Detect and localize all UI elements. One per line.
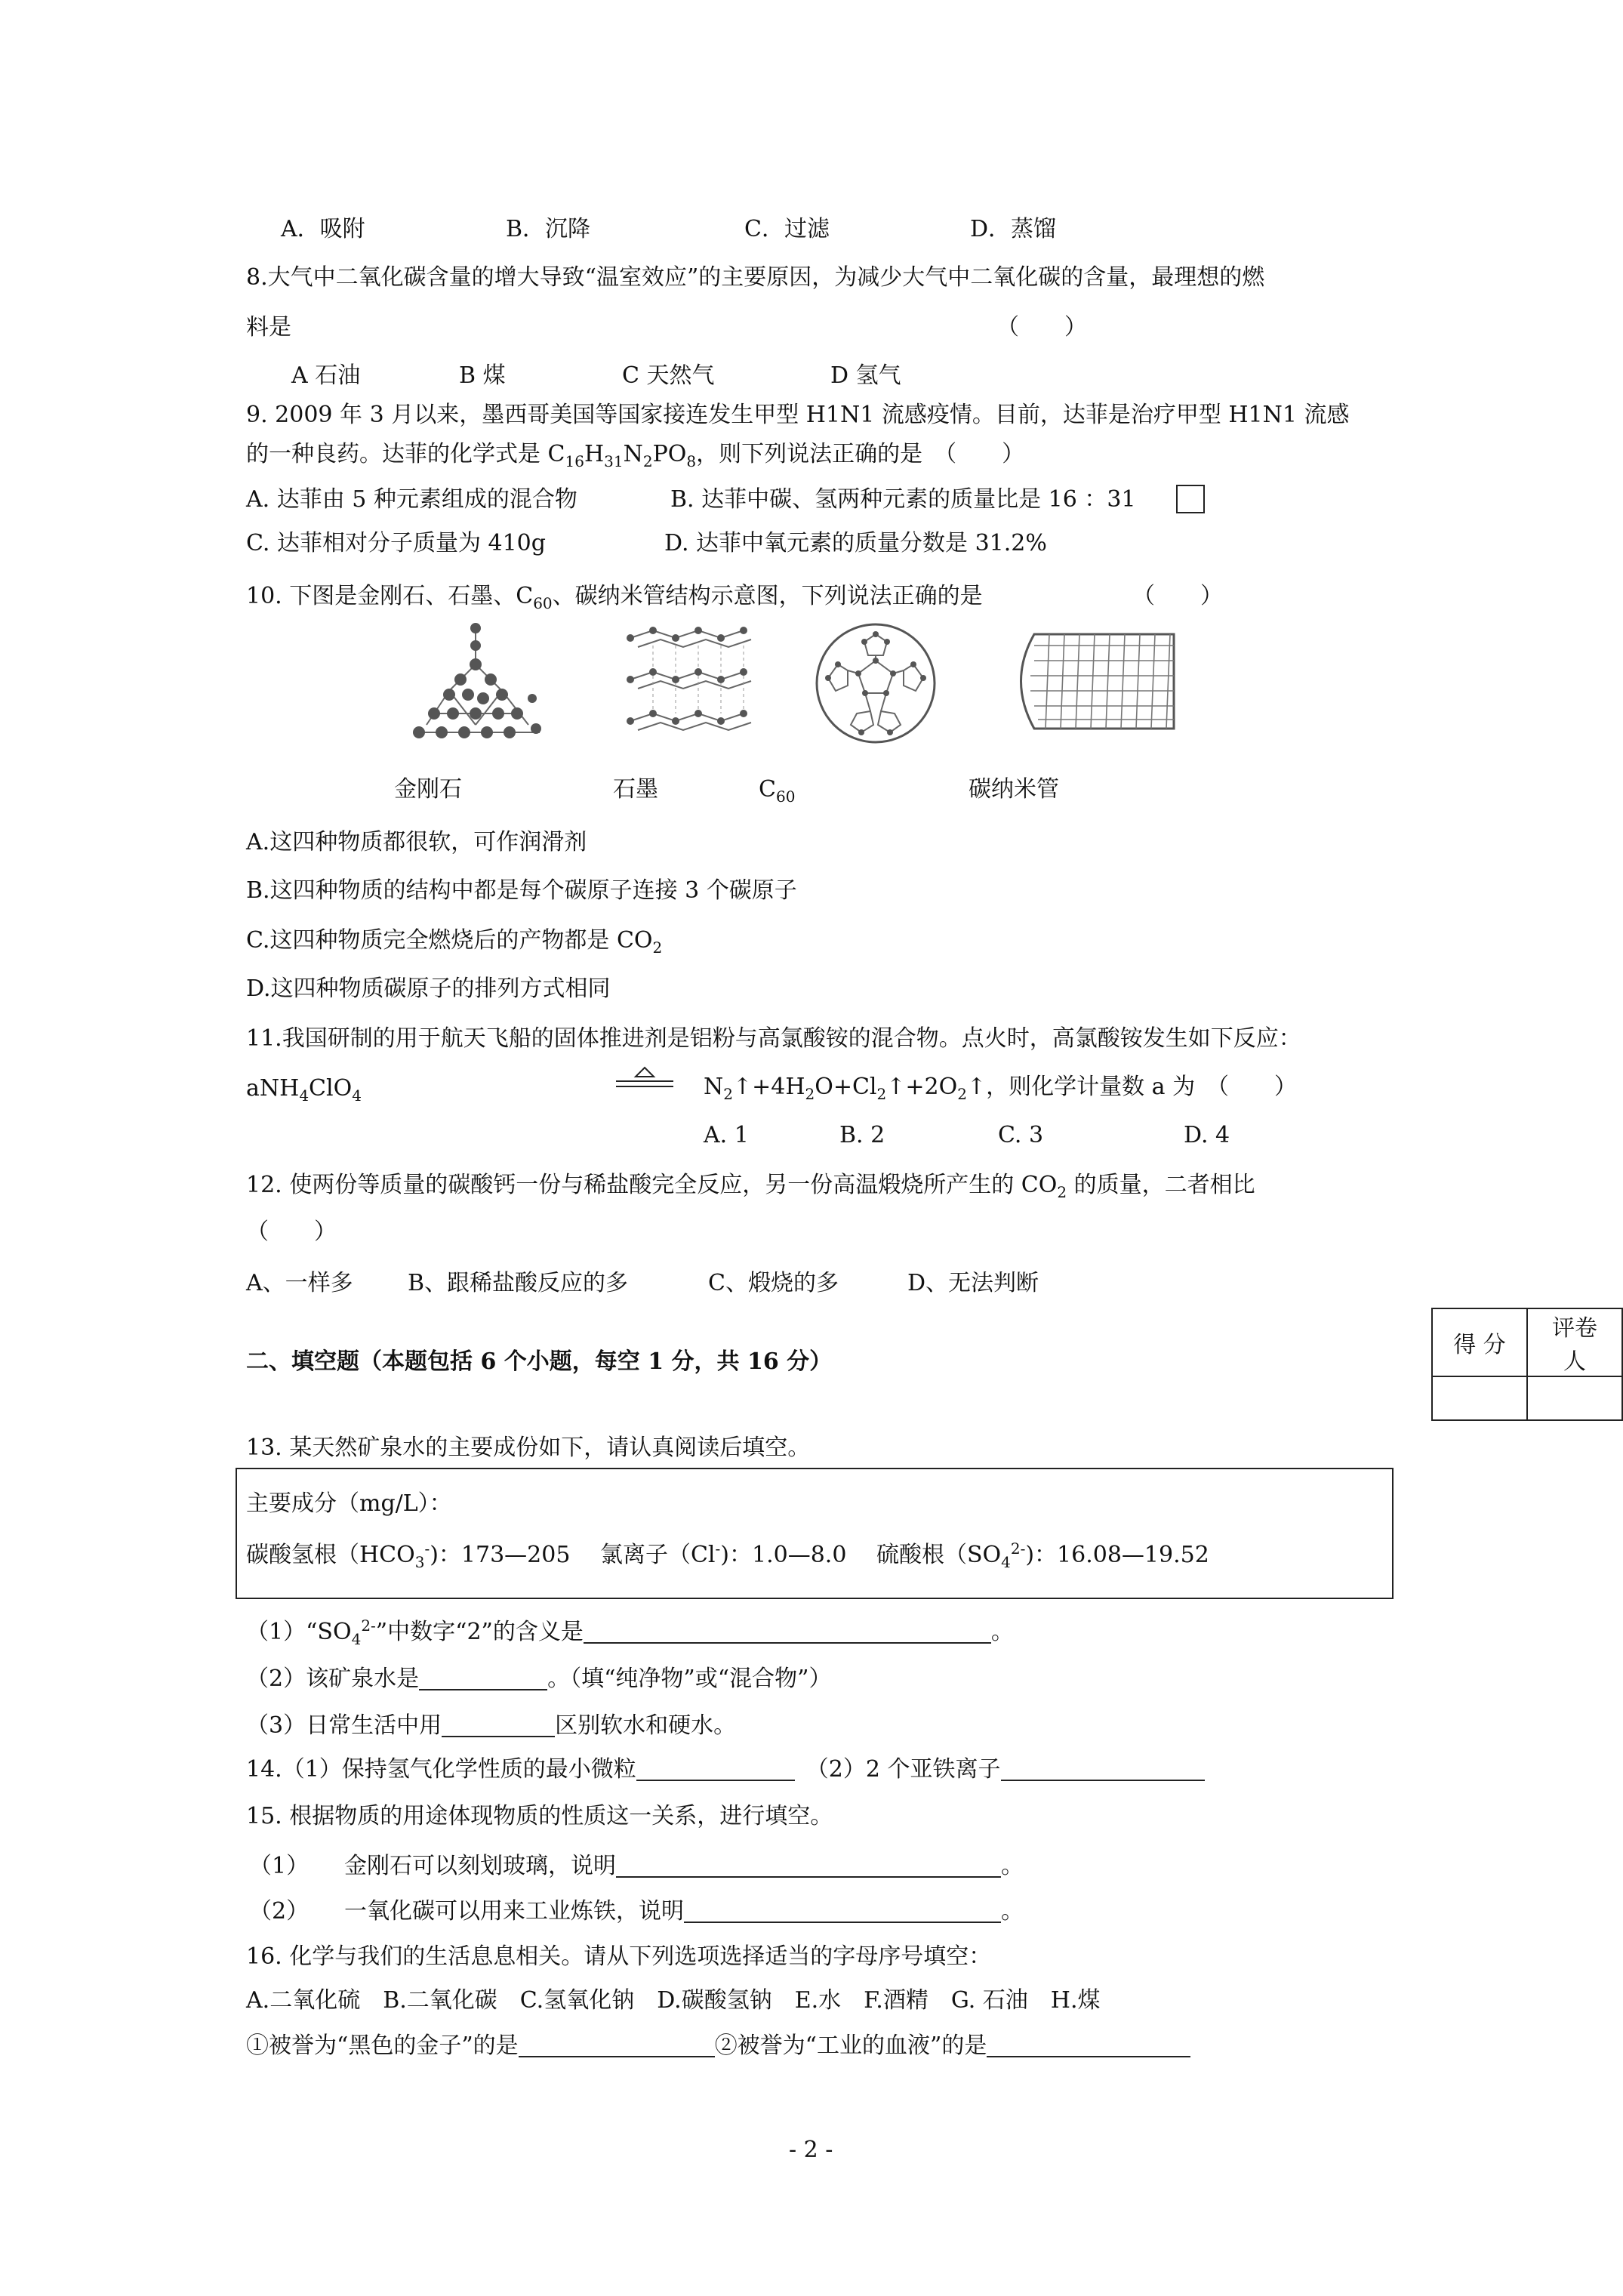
q11-reactant: aNH$_4$ClO$_4$ [246,1075,362,1105]
q12-stem: 12. 使两份等质量的碳酸钙一份与稀盐酸完全反应，另一份高温煅烧所产生的 $CO_2$ 的质量，二者相比 [246,1172,1255,1201]
q8-answer-paren: （ ） [996,314,1087,341]
caption-diamond: 金刚石 [394,776,462,803]
q14-blank-1[interactable] [636,1757,795,1781]
q10-answer-paren: （ ） [1132,583,1223,609]
q14: 14.（1）保持氢气化学性质的最小微粒 （2）2 个亚铁离子 [246,1756,1205,1783]
q12-option-b: B、跟稀盐酸反应的多 [408,1270,629,1296]
q10-option-a: A.这四种物质都很软，可作润滑剂 [246,829,587,855]
q10-option-b: B.这四种物质的结构中都是每个碳原子连接 3 个碳原子 [246,877,797,904]
q13-blank-2[interactable] [419,1666,547,1690]
q13-stem: 13. 某天然矿泉水的主要成份如下，请认真阅读后填空。 [246,1435,811,1461]
graphite-structure-icon [623,623,759,744]
caption-nanotube: 碳纳米管 [969,776,1059,803]
q7-option-d: D．蒸馏 [970,216,1057,242]
q12-option-d: D、无法判断 [907,1270,1039,1296]
q13-blank-1[interactable] [584,1620,991,1644]
q14-blank-2[interactable] [1001,1757,1205,1781]
q16-stem: 16. 化学与我们的生活息息相关。请从下列选项选择适当的字母序号填空： [246,1943,992,1970]
q8-option-b: B 煤 [459,362,506,389]
q7-option-c: C．过滤 [744,216,830,242]
q11-products: $N_2↑+4H_2O+Cl_2↑+2O_2↑$，则化学计量数 a 为 [704,1074,1196,1103]
q8-option-c: C 天然气 [622,362,715,389]
q15-blank-2[interactable] [684,1899,1001,1923]
score-box [1431,1308,1623,1421]
q15-sub2: 一氧化碳可以用来工业炼铁，说明 。 [344,1898,1024,1925]
q11-answer-paren: （ ） [1206,1074,1297,1100]
q9-option-b: B. 达菲中碳、氢两种元素的质量比是 16 ：31 [670,486,1136,513]
caption-c60: $C_{60}$ [759,776,796,806]
carbon-nanotube-icon [1004,630,1178,732]
q13-blank-3[interactable] [442,1713,555,1737]
q7-option-b: B．沉降 [506,216,591,242]
q13-composition-box [236,1468,1394,1599]
q9-stem-line2: 的一种良药。达菲的化学式是 $C_{16}H_{31}N_2PO_8$，则下列说法正确的是 （ ） [246,441,1025,470]
q15-stem: 15. 根据物质的用途体现物质的性质这一关系，进行填空。 [246,1803,833,1829]
q10-option-c: C.这四种物质完全燃烧后的产物都是 $CO_2$ [246,927,663,957]
q13-sub2: （2）该矿泉水是 。（填“纯净物”或“混合物”） [246,1666,832,1692]
q9-option-d: D. 达菲中氧元素的质量分数是 31.2% [664,530,1047,556]
section-2-heading: 二、填空题（本题包括 6 个小题，每空 1 分，共 16 分） [246,1348,833,1375]
q12-answer-paren: （ ） [246,1219,337,1245]
q9-option-c: C. 达菲相对分子质量为 410g [246,530,546,556]
score-cell [1432,1376,1527,1420]
q11-option-b: B. 2 [839,1122,885,1148]
q9-marker-square [1176,485,1205,513]
q15-sub2-num: （2） [249,1898,310,1925]
q11-option-d: D. 4 [1184,1122,1230,1148]
q12-option-c: C、煅烧的多 [708,1270,839,1296]
c60-fullerene-icon [812,619,940,747]
q16-blank-2[interactable] [987,2033,1190,2057]
q16-blank-1[interactable] [519,2033,715,2057]
q11-stem: 11.我国研制的用于航天飞船的固体推进剂是铝粉与高氯酸铵的混合物。点火时，高氯酸铵发生如下反应： [246,1025,1301,1052]
q8-option-d: D 氢气 [830,362,901,389]
q8-stem-line2: 料是 [246,314,291,341]
q13-sub3: （3）日常生活中用 区别软水和硬水。 [246,1712,737,1739]
q9-stem-line1: 9. 2009 年 3 月以来，墨西哥美国等国家接连发生甲型 H1N1 流感疫情。目前，达菲是治疗甲型 H1N1 流感 [246,402,1350,428]
heat-arrow-icon [614,1066,675,1092]
q15-blank-1[interactable] [616,1854,1001,1878]
q7-option-a: A．吸附 [281,216,365,242]
q16-options: A.二氧化硫 B.二氧化碳 C.氢氧化钠 D.碳酸氢钠 E.水 F.酒精 G. 石油 H.煤 [246,1987,1101,2014]
grader-label: 评卷人 [1527,1308,1622,1376]
q13-sub1: $(1)“SO_4^{2-}$”中数字“2”的含义是 。 [246,1616,1014,1648]
q13-box-title: 主要成分（mg/L）： [246,1490,452,1517]
q8-option-a: A 石油 [291,362,361,389]
score-label: 得 分 [1432,1308,1527,1376]
q10-stem: 10. 下图是金刚石、石墨、$C_{60}$、碳纳米管结构示意图，下列说法正确的是 [246,583,983,612]
page-number: - 2 - [789,2137,833,2163]
q13-box-content: 碳酸氢根$(HCO_3^-)$：173—205 氯离子（Cl-)：1.0—8.0 硫酸根$(SO_4^{2-})$：16.08—19.52 [246,1539,1209,1571]
q9-option-a: A. 达菲由 5 种元素组成的混合物 [246,486,577,513]
q15-sub1-num: （1） [249,1853,310,1879]
q10-option-d: D.这四种物质碳原子的排列方式相同 [246,975,611,1002]
q11-option-a: A. 1 [704,1122,749,1148]
q15-sub1: 金刚石可以刻划玻璃，说明 。 [344,1853,1024,1879]
q12-option-a: A、一样多 [246,1270,353,1296]
q8-stem-line1: 8.大气中二氧化碳含量的增大导致“温室效应”的主要原因，为减少大气中二氧化碳的含量，最理想的燃 [246,264,1265,291]
q11-option-c: C. 3 [998,1122,1044,1148]
q16-line: ①被誉为“黑色的金子”的是 ②被誉为“工业的血液”的是 [246,2032,1190,2060]
caption-graphite: 石墨 [613,776,658,803]
grader-cell [1527,1376,1622,1420]
diamond-structure-icon [404,619,555,747]
